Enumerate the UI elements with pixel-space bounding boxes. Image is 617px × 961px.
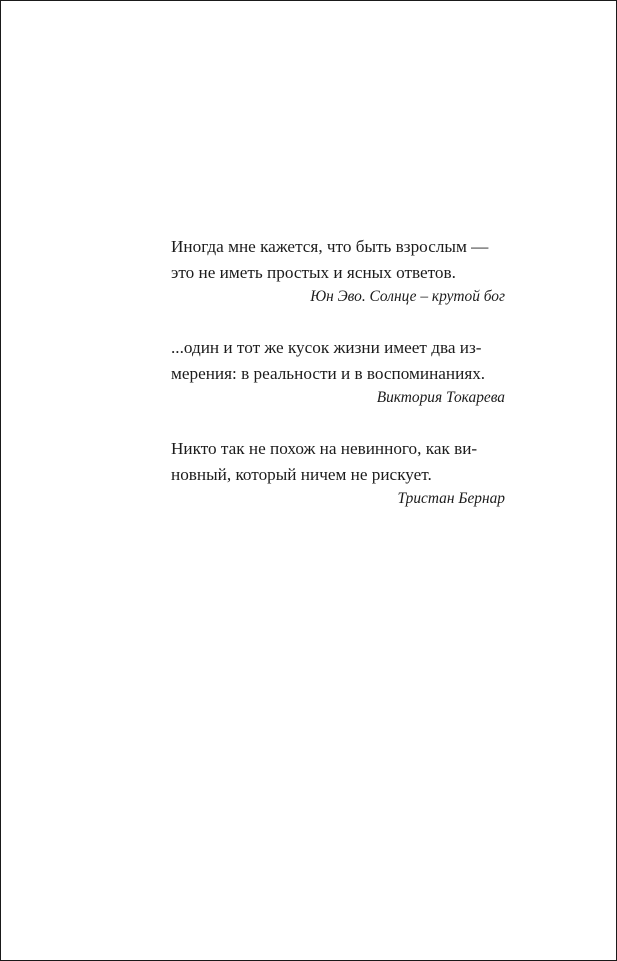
epigraph-3 (171, 436, 505, 510)
epigraph-text-line: новный, который ничем не рискует. (171, 465, 432, 484)
epigraph-2 (171, 335, 505, 409)
epigraph-text-line: Иногда мне кажется, что быть взрослым — (171, 237, 489, 256)
epigraph-attribution: Тристан Бернар (397, 490, 505, 507)
epigraph-text-line: мерения: в реальности и в воспоминаниях. (171, 364, 486, 383)
epigraph-text-line: ...один и тот же кусок жизни имеет два из- (171, 338, 482, 357)
epigraph-attribution: Виктория Токарева (376, 389, 505, 406)
epigraph-text-line: Никто так не похож на невинного, как ви- (171, 439, 478, 458)
epigraph-text-line: это не иметь простых и ясных ответов. (171, 263, 456, 282)
epigraph-1 (171, 234, 505, 308)
epigraph-attribution: Юн Эво. Солнце – крутой бог (310, 288, 505, 305)
epigraph-block (171, 234, 505, 537)
